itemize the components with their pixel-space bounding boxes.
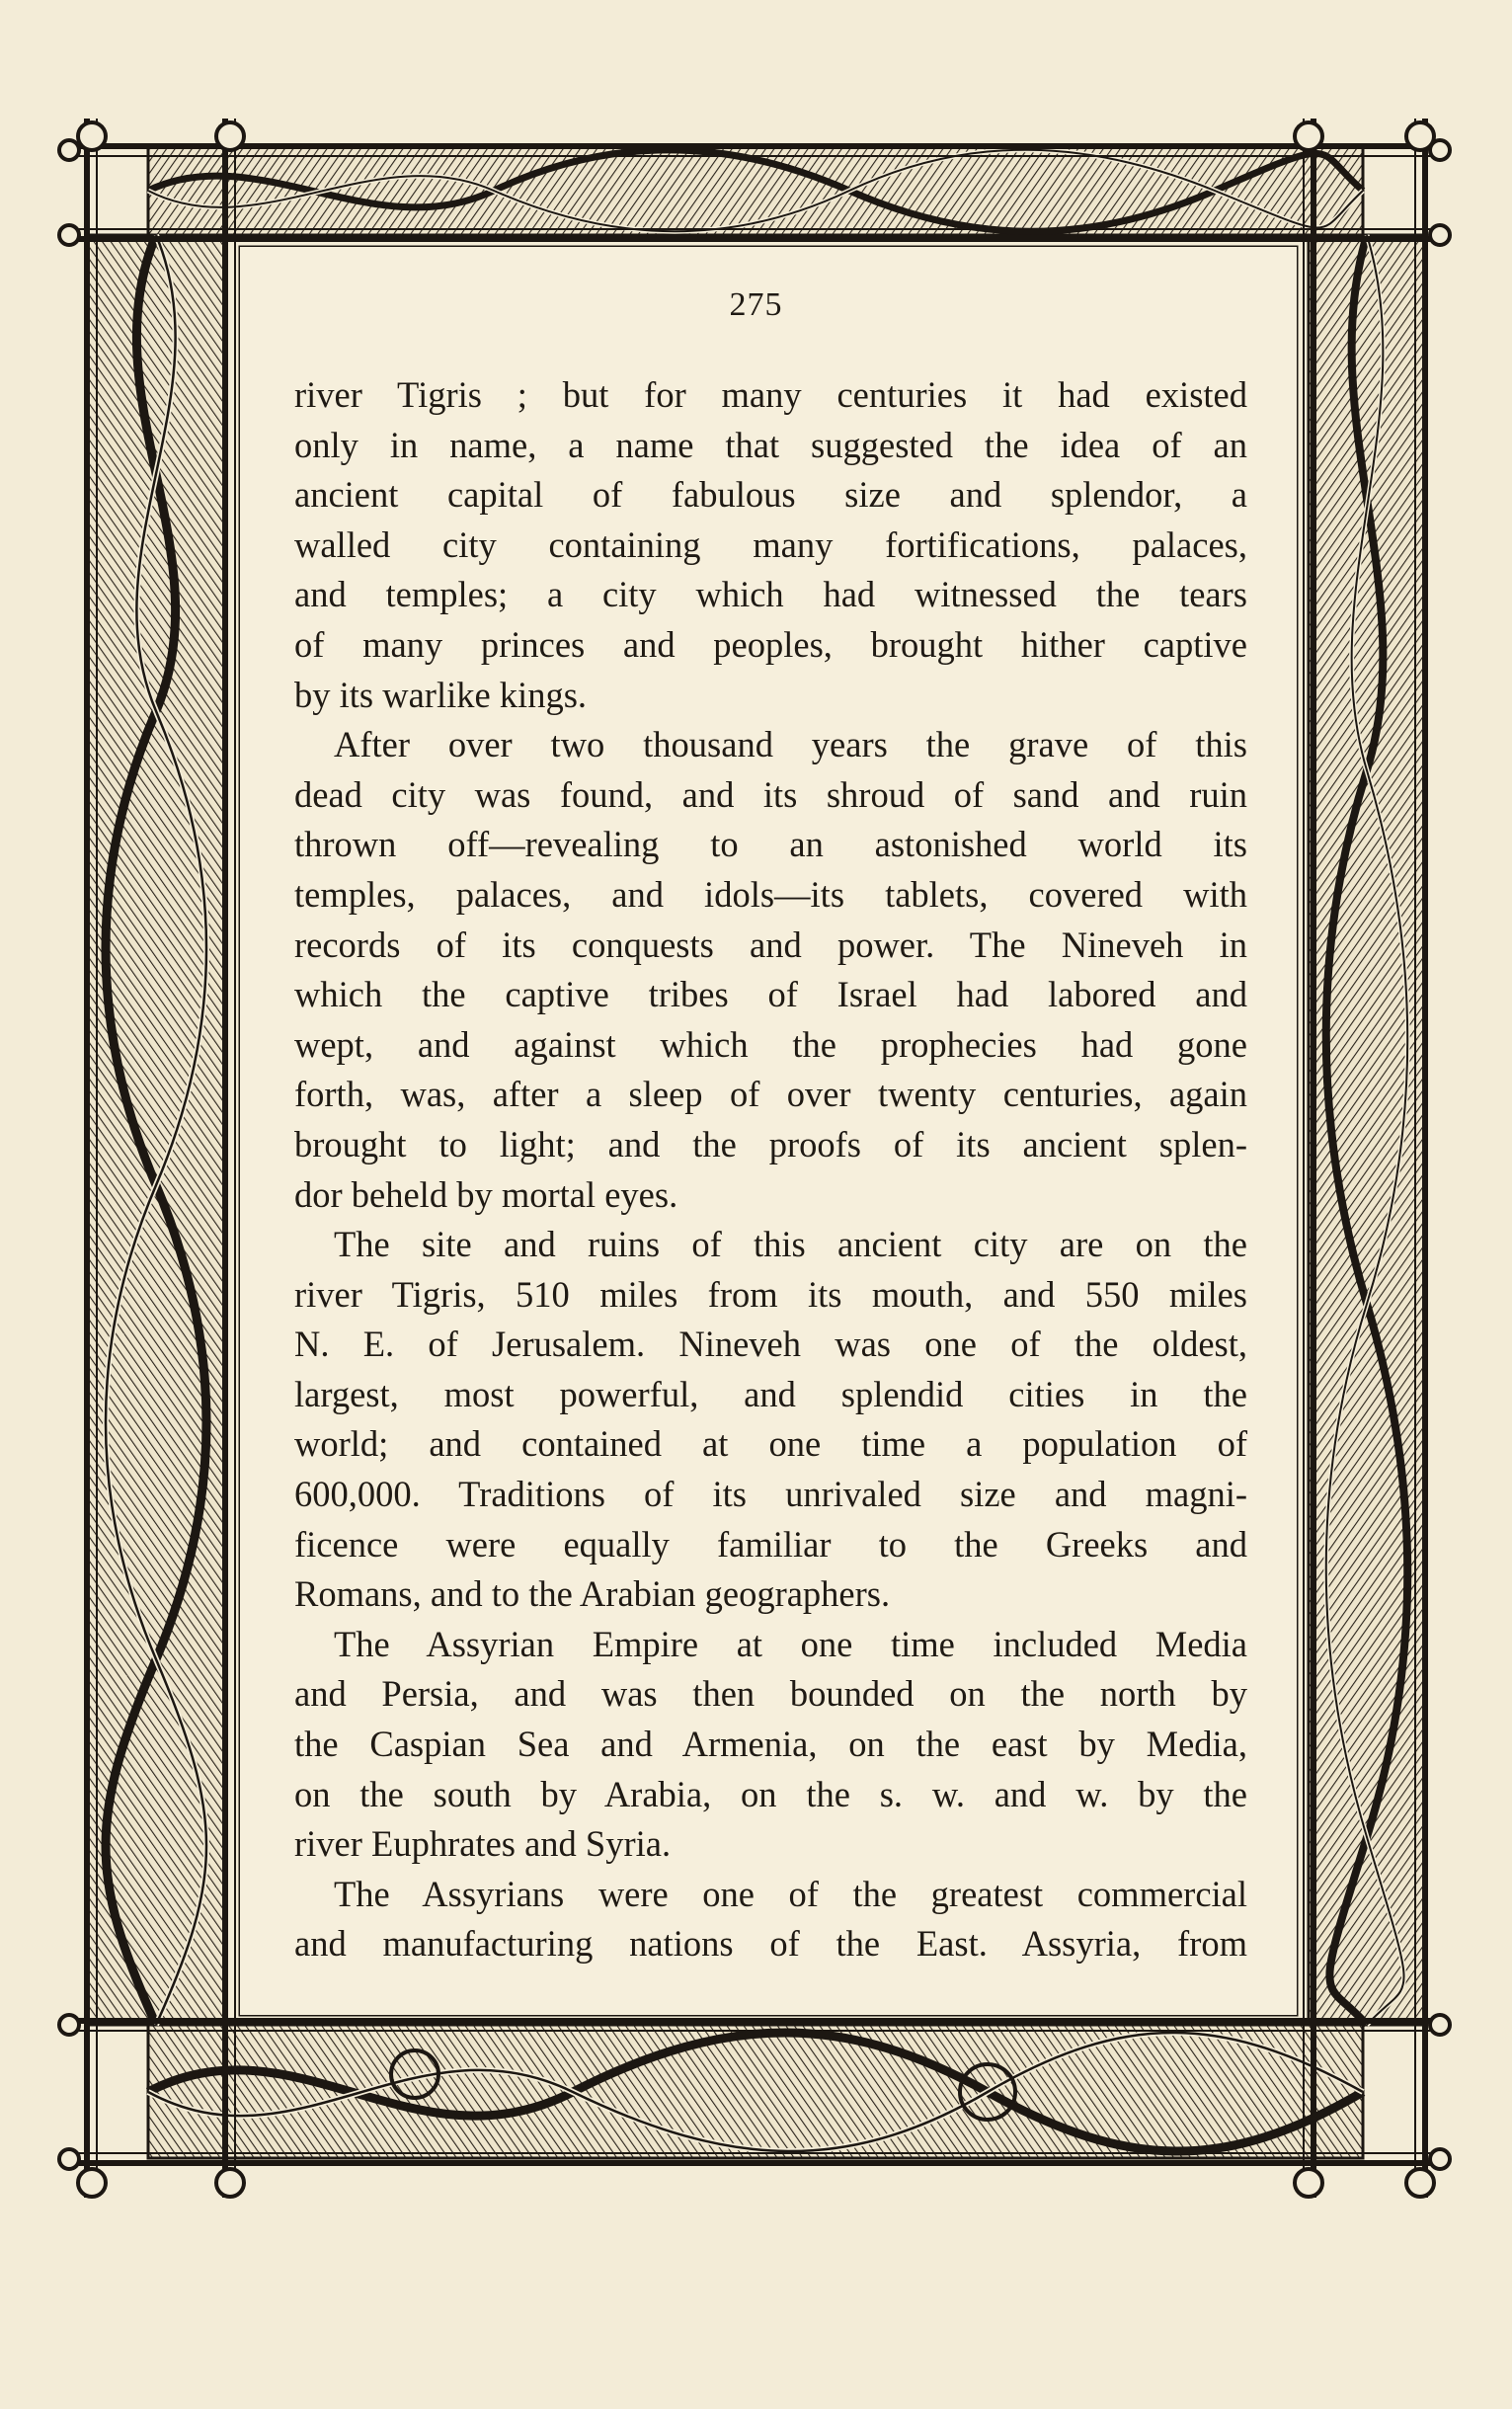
text-line: dor beheld by mortal eyes. xyxy=(294,1173,678,1215)
text-line: dead city was found, and its shroud of sand and ruin xyxy=(294,773,1247,815)
top-border-band xyxy=(148,146,1363,235)
page-number: 275 xyxy=(729,286,783,323)
bottom-border-band xyxy=(148,2025,1363,2158)
text-line: river Tigris, 510 miles from its mouth, and 550 miles xyxy=(294,1273,1247,1315)
text-line: and manufacturing nations of the East. Assyria, from xyxy=(294,1923,1247,1965)
text-line: which the captive tribes of Israel had labored and xyxy=(294,974,1247,1015)
right-border-column xyxy=(1309,235,1425,2025)
text-line: Romans, and to the Arabian geographers. xyxy=(294,1573,891,1615)
text-line: river Tigris ; but for many centuries it had existed xyxy=(294,374,1247,415)
text-line: The site and ruins of this ancient city are on the xyxy=(334,1224,1247,1265)
text-line: temples, palaces, and idols—its tablets, covered with xyxy=(294,873,1247,915)
left-border-column xyxy=(87,235,225,2025)
text-line: brought to light; and the proofs of its ancient splen- xyxy=(294,1123,1247,1164)
text-line: 600,000. Traditions of its unrivaled size and magni- xyxy=(294,1474,1247,1515)
text-line: river Euphrates and Syria. xyxy=(294,1823,672,1865)
text-line: The Assyrians were one of the greatest commercial xyxy=(334,1873,1247,1914)
text-line: on the south by Arabia, on the s. w. and w. by the xyxy=(294,1773,1247,1814)
text-line: of many princes and peoples, brought hither captive xyxy=(294,623,1247,665)
text-line: ficence were equally familiar to the Greeks and xyxy=(294,1523,1247,1565)
text-line: only in name, a name that suggested the idea of an xyxy=(294,424,1247,465)
text-line: wept, and against which the prophecies had gone xyxy=(294,1023,1247,1065)
text-line: records of its conquests and power. The Nineveh in xyxy=(294,923,1247,965)
text-line: N. E. of Jerusalem. Nineveh was one of the oldest, xyxy=(294,1324,1247,1365)
text-line: world; and contained at one time a population of xyxy=(294,1423,1247,1465)
text-line: ancient capital of fabulous size and splendor, a xyxy=(294,474,1247,516)
text-line: forth, was, after a sleep of over twenty centuries, again xyxy=(294,1074,1247,1115)
body-text xyxy=(294,370,1247,1969)
text-line: walled city containing many fortifications, palaces, xyxy=(294,523,1247,565)
text-line: thrown off—revealing to an astonished world its xyxy=(294,824,1247,865)
text-line: and Persia, and was then bounded on the north by xyxy=(294,1673,1247,1715)
text-line: and temples; a city which had witnessed the tears xyxy=(294,574,1247,615)
text-line: After over two thousand years the grave of this xyxy=(334,724,1247,765)
text-line: the Caspian Sea and Armenia, on the east by Media, xyxy=(294,1724,1247,1765)
text-line: largest, most powerful, and splendid cities in the xyxy=(294,1373,1247,1414)
text-line: The Assyrian Empire at one time included Media xyxy=(334,1623,1247,1664)
text-line: by its warlike kings. xyxy=(294,674,588,715)
